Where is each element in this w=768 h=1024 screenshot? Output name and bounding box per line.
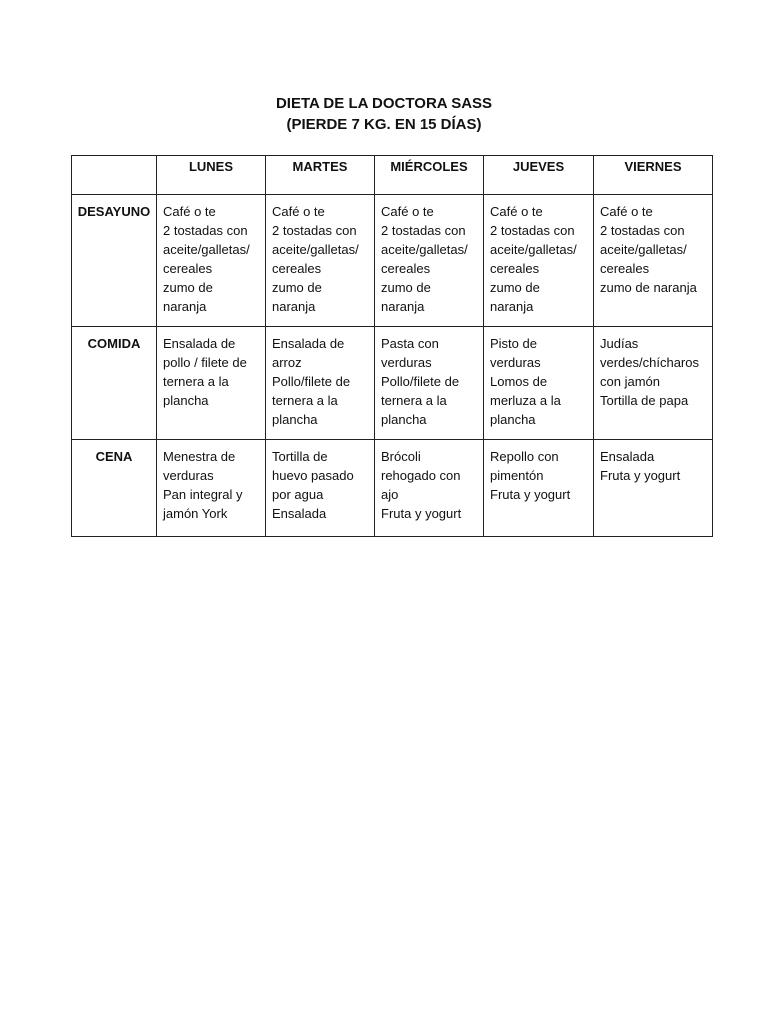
meal-cell-line: ternera a la	[163, 374, 229, 389]
header-day-jueves: JUEVES	[484, 156, 594, 195]
meal-label: COMIDA	[72, 327, 157, 440]
meal-cell-line: plancha	[381, 412, 427, 427]
header-day-viernes: VIERNES	[594, 156, 713, 195]
meal-cell	[157, 327, 266, 440]
meal-cell-line: cereales	[600, 261, 650, 276]
meal-cell-line: verduras	[381, 355, 432, 370]
meal-cell-line: Pollo/filete de	[381, 374, 460, 389]
meal-cell-line: merluza a la	[490, 393, 561, 408]
title-line-1: DIETA DE LA DOCTORA SASS	[275, 95, 493, 112]
meal-cell-line: aceite/galletas/	[272, 242, 359, 257]
meal-cell	[594, 195, 713, 327]
meal-cell-line: Pasta con	[381, 336, 439, 351]
meal-cell-line: zumo de	[490, 280, 540, 295]
meal-cell-line: aceite/galletas/	[600, 242, 687, 257]
meal-cell	[484, 440, 594, 537]
meal-cell-line: aceite/galletas/	[490, 242, 577, 257]
meal-cell	[594, 440, 713, 537]
table-header-row	[72, 156, 713, 195]
meal-cell-line: verduras	[490, 355, 541, 370]
meal-label: CENA	[72, 440, 157, 537]
meal-cell-line: Fruta y yogurt	[490, 487, 571, 502]
header-day-martes: MARTES	[266, 156, 375, 195]
meal-cell-line: Brócoli	[381, 449, 421, 464]
meal-cell-line: plancha	[272, 412, 318, 427]
meal-cell-line: Judías	[600, 336, 639, 351]
meal-cell-line: naranja	[163, 299, 207, 314]
meal-cell-line: cereales	[163, 261, 213, 276]
table-row	[72, 195, 713, 327]
header-day-lunes: LUNES	[157, 156, 266, 195]
meal-cell-line: con jamón	[600, 374, 660, 389]
meal-cell	[157, 440, 266, 537]
meal-cell-line: aceite/galletas/	[381, 242, 468, 257]
meal-cell	[375, 327, 484, 440]
table-row	[72, 327, 713, 440]
meal-cell-line: ternera a la	[272, 393, 338, 408]
meal-cell-line: naranja	[272, 299, 316, 314]
header-empty-cell	[72, 156, 157, 195]
meal-cell-line: Fruta y yogurt	[381, 506, 462, 521]
meal-cell-line: zumo de	[272, 280, 322, 295]
meal-cell-line: 2 tostadas con	[272, 223, 357, 238]
meal-cell	[157, 195, 266, 327]
diet-table	[71, 155, 713, 537]
title-line-2: (PIERDE 7 KG. EN 15 DÍAS)	[286, 116, 482, 133]
meal-cell-line: Ensalada	[600, 449, 655, 464]
meal-cell-line: 2 tostadas con	[490, 223, 575, 238]
meal-cell-line: zumo de	[163, 280, 213, 295]
meal-cell-line: naranja	[490, 299, 534, 314]
meal-cell-line: 2 tostadas con	[600, 223, 685, 238]
meal-cell-line: Pan integral y	[163, 487, 243, 502]
meal-cell-line: Repollo con	[490, 449, 559, 464]
meal-cell-line: plancha	[163, 393, 209, 408]
meal-cell-line: Pollo/filete de	[272, 374, 351, 389]
table-row	[72, 440, 713, 537]
meal-cell-line: pollo / filete de	[163, 355, 247, 370]
meal-cell	[484, 327, 594, 440]
meal-cell-line: Café o te	[600, 204, 653, 219]
meal-cell	[375, 195, 484, 327]
meal-cell-line: por agua	[272, 487, 324, 502]
meal-cell-line: Menestra de	[163, 449, 236, 464]
meal-cell-line: Ensalada	[272, 506, 327, 521]
meal-cell-line: Café o te	[272, 204, 325, 219]
meal-cell-line: jamón York	[163, 506, 228, 521]
meal-cell-line: Ensalada de	[163, 336, 236, 351]
meal-cell-line: Café o te	[490, 204, 543, 219]
meal-cell-line: 2 tostadas con	[163, 223, 248, 238]
meal-cell-line: Tortilla de papa	[600, 393, 689, 408]
meal-cell-line: Café o te	[381, 204, 434, 219]
meal-cell	[484, 195, 594, 327]
meal-label: DESAYUNO	[72, 195, 157, 327]
meal-cell-line: Pisto de	[490, 336, 537, 351]
meal-cell-line: arroz	[272, 355, 302, 370]
meal-cell-line: ajo	[381, 487, 399, 502]
header-day-miercoles: MIÉRCOLES	[375, 156, 484, 195]
meal-cell-line: cereales	[490, 261, 540, 276]
meal-cell-line: pimentón	[490, 468, 544, 483]
meal-cell-line: zumo de	[381, 280, 431, 295]
document-title	[0, 93, 768, 135]
meal-cell-line: cereales	[272, 261, 322, 276]
meal-cell-line: verdes/chícharos	[600, 355, 699, 370]
meal-cell-line: cereales	[381, 261, 431, 276]
meal-cell-line: rehogado con	[381, 468, 461, 483]
meal-cell	[375, 440, 484, 537]
meal-cell-line: Fruta y yogurt	[600, 468, 681, 483]
meal-cell-line: Ensalada de	[272, 336, 345, 351]
meal-cell	[266, 440, 375, 537]
meal-cell-line: Café o te	[163, 204, 216, 219]
meal-cell-line: plancha	[490, 412, 536, 427]
meal-cell	[594, 327, 713, 440]
meal-cell-line: ternera a la	[381, 393, 447, 408]
table-body	[72, 195, 713, 537]
meal-cell	[266, 195, 375, 327]
meal-cell-line: aceite/galletas/	[163, 242, 250, 257]
meal-cell-line: Lomos de	[490, 374, 548, 389]
meal-cell-line: verduras	[163, 468, 214, 483]
meal-cell-line: naranja	[381, 299, 425, 314]
meal-cell-line: 2 tostadas con	[381, 223, 466, 238]
meal-cell-line: zumo de naranja	[600, 280, 697, 295]
meal-cell-line: huevo pasado	[272, 468, 354, 483]
meal-cell-line: Tortilla de	[272, 449, 328, 464]
meal-cell	[266, 327, 375, 440]
